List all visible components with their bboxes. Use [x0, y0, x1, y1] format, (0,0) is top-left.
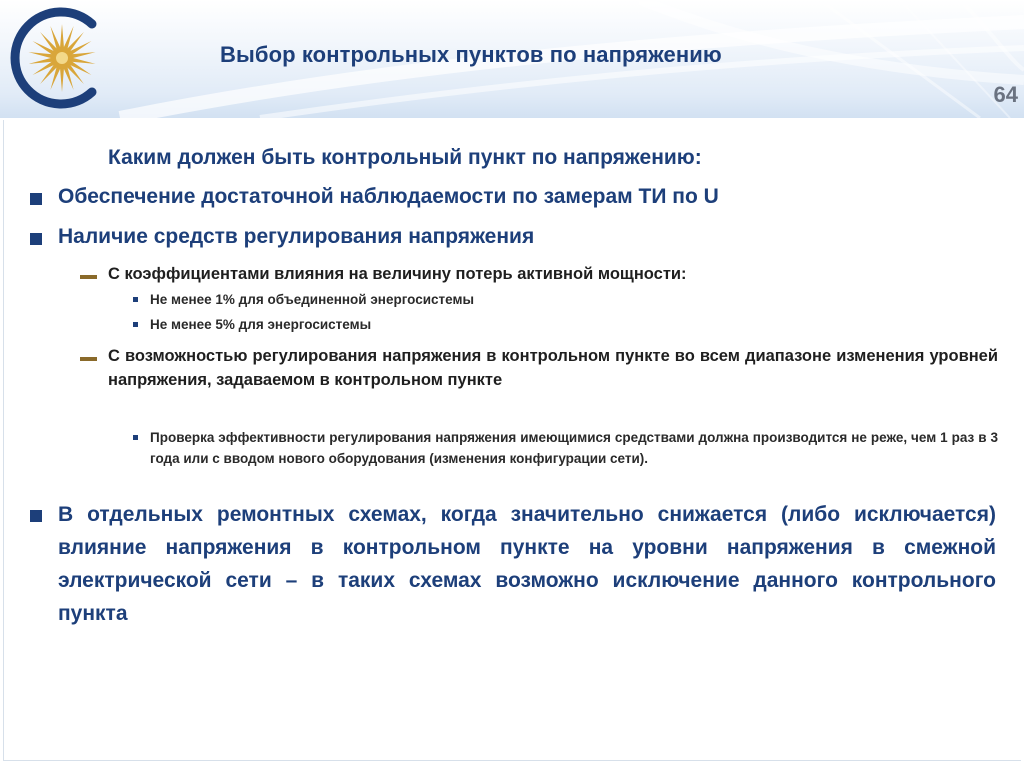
square-bullet-icon [30, 510, 42, 522]
sub-sub-item-2: Не менее 5% для энергосистемы [150, 317, 372, 332]
sub-sub-item-effectiveness-check: Проверка эффективности регулирования напряжения имеющимися средствами должна производится не реже, чем 1 раз в 3 года или с вводом нового оборудования (изменения конфигурации сети). [150, 430, 998, 466]
sun-ring-logo-icon [6, 4, 112, 112]
bullet-observability: Обеспечение достаточной наблюдаемости по замерам ТИ по U [58, 185, 719, 208]
frame-left-line [3, 120, 4, 760]
square-bullet-icon [30, 193, 42, 205]
bullet-repair-schemes: В отдельных ремонтных схемах, когда значительно снижается (либо исключается) влияние напряжения в контрольном пункте на уровни напряжения в смежной электрической сети – в таких схемах возможно исключение данного контрольного пункта [58, 503, 996, 625]
small-square-bullet-icon [133, 435, 138, 440]
page-number: 64 [993, 82, 1018, 107]
frame-bottom-line [3, 760, 1021, 761]
sub-sub-item-1: Не менее 1% для объединенной энергосистемы [150, 292, 474, 307]
slide-title: Выбор контрольных пунктов по напряжению [220, 42, 722, 67]
lead-heading: Каким должен быть контрольный пункт по напряжению: [108, 146, 702, 169]
small-square-bullet-icon [133, 322, 138, 327]
slide-header [0, 0, 1024, 118]
dash-bullet-icon [80, 275, 97, 279]
square-bullet-icon [30, 233, 42, 245]
small-square-bullet-icon [133, 297, 138, 302]
dash-bullet-icon [80, 357, 97, 361]
sub-bullet-influence-coefficients: С коэффициентами влияния на величину потерь активной мощности: [108, 265, 687, 283]
bullet-regulation-means: Наличие средств регулирования напряжения [58, 225, 535, 248]
sub-bullet-regulation-capability: С возможностью регулирования напряжения в контрольном пункте во всем диапазоне изменения уровней напряжения, задаваемом в контрольном пункте [108, 347, 998, 389]
